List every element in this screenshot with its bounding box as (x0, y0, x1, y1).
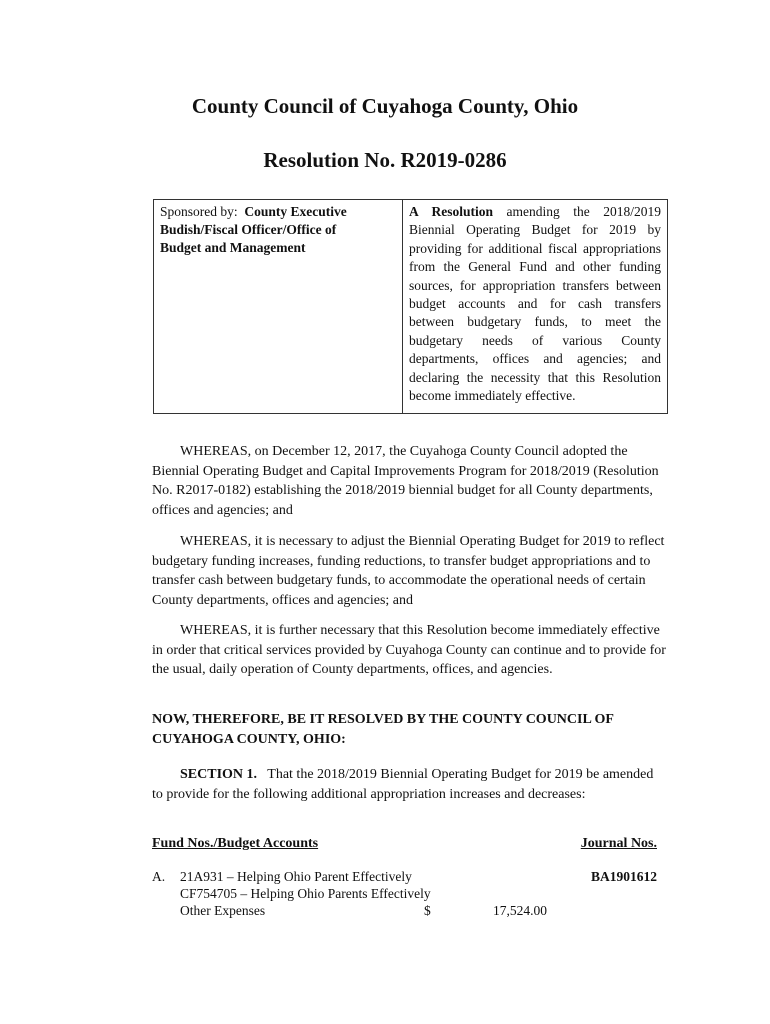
sponsor-line-3: Budget and Management (160, 240, 306, 255)
summary-text: amending the 2018/2019 Biennial Operating Budget for 2019 by providing for additional fiscal appropriations from the General Fund and other funding sources, for appropriation transfers between budget accounts and for cash transfers between budgetary funds, to meet the budgetary needs of various County departments, offices and agencies; and declaring the necessity that this Resolution become immediately effective. (409, 204, 661, 404)
whereas-paragraph-2: WHEREAS, it is necessary to adjust the Biennial Operating Budget for 2019 to reflect budgetary funding increases, funding reductions, to transfer budget appropriations and to transfer cash between budgetary funds, to accommodate the operational needs of certain County departments, offices and agencies; and (152, 534, 665, 608)
item-a-letter: A. (152, 869, 166, 884)
sponsor-label: Sponsored by: (160, 204, 238, 219)
item-a-journal-number: BA1901612 (590, 869, 657, 884)
fund-accounts-heading: Fund Nos./Budget Accounts (152, 836, 319, 851)
summary-lead: A Resolution (409, 204, 494, 219)
sponsor-line-2: Budish/Fiscal Officer/Office of (160, 222, 337, 237)
sponsor-cell (154, 200, 403, 413)
summary-cell (403, 200, 667, 413)
sponsor-line-1: County Executive (244, 204, 347, 219)
section-1-paragraph (152, 765, 666, 804)
section-1-text: That the 2018/2019 Biennial Operating Budget for 2019 be amended to provide for the following additional appropriation increases and decreases: (152, 767, 654, 802)
whereas-paragraph-3: WHEREAS, it is further necessary that this Resolution become immediately effective in order that critical services provided by Cuyahoga County can continue and to provide for the usual, daily operation of County departments, offices, and agencies. (152, 623, 666, 677)
section-1-label: SECTION 1. (180, 767, 258, 782)
sponsor-summary-table (153, 199, 668, 414)
item-a-dollar-sign: $ (424, 903, 431, 918)
resolved-clause: NOW, THEREFORE, BE IT RESOLVED BY THE COUNTY COUNCIL OF CUYAHOGA COUNTY, OHIO: (152, 712, 614, 747)
whereas-paragraph-1: WHEREAS, on December 12, 2017, the Cuyahoga County Council adopted the Biennial Operating Budget and Capital Improvements Program for 2018/2019 (Resolution No. R2017-0182) establishing the 2018/2019 biennial budget for all County departments, offices and agencies; and (152, 444, 659, 518)
item-a-account: CF754705 – Helping Ohio Parents Effectively (180, 886, 431, 901)
item-a-amount: 17,524.00 (493, 903, 547, 918)
journal-nos-heading: Journal Nos. (580, 836, 657, 851)
item-a-fund: 21A931 – Helping Ohio Parent Effectively (180, 869, 412, 884)
resolution-number: Resolution No. R2019-0286 (263, 148, 507, 172)
council-title: County Council of Cuyahoga County, Ohio (191, 94, 579, 118)
item-a-expense-type: Other Expenses (180, 903, 266, 918)
